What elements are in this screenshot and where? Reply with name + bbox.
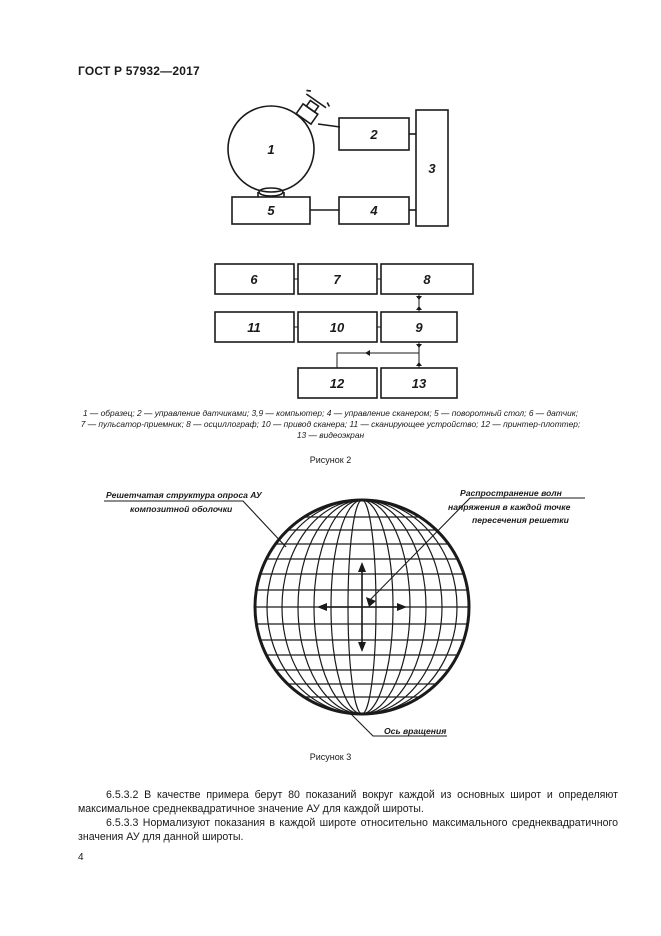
document-header: ГОСТ Р 57932—2017 bbox=[78, 64, 200, 78]
label-rotation-axis: Ось вращения bbox=[384, 726, 447, 736]
label-stress-waves-3: пересечения решетки bbox=[472, 515, 569, 525]
label-7: 7 bbox=[333, 272, 341, 287]
label-stress-waves-1: Распространение волн bbox=[460, 488, 562, 498]
paragraph-6-5-3-2: 6.5.3.2 В качестве примера берут 80 показаний вокруг каждой из основных широт и определяют максимальное среднеквадратичное значение АУ для каждой широты. bbox=[78, 789, 618, 815]
page-number: 4 bbox=[78, 852, 84, 863]
label-8: 8 bbox=[423, 272, 431, 287]
figure-2-legend-line-2: 7 — пульсатор-приемник; 8 — осциллограф; 10 — привод сканера; 11 — сканирующее устройство; 12 — принтер-плоттер; bbox=[80, 419, 581, 429]
sensor-icon bbox=[292, 89, 330, 127]
label-12: 12 bbox=[329, 376, 345, 391]
label-6: 6 bbox=[250, 272, 258, 287]
figure-2-title: Рисунок 2 bbox=[309, 455, 352, 465]
figure-2-diagram bbox=[0, 0, 661, 400]
figure-2-legend-line-1: 1 — образец; 2 — управление датчиками; 3,9 — компьютер; 4 — управление сканером; 5 — поворотный стол; 6 — датчик; bbox=[82, 408, 579, 418]
figure-3-diagram bbox=[0, 470, 661, 750]
figure-2-legend-line-3: 13 — видеоэкран bbox=[296, 430, 365, 440]
label-10: 10 bbox=[329, 320, 345, 335]
label-1: 1 bbox=[267, 142, 275, 157]
label-13: 13 bbox=[411, 376, 427, 391]
label-11: 11 bbox=[247, 320, 261, 335]
figure-3-title: Рисунок 3 bbox=[309, 752, 352, 762]
label-9: 9 bbox=[415, 320, 423, 335]
label-5: 5 bbox=[267, 203, 275, 218]
label-grid-structure-1: Решетчатая структура опроса АУ bbox=[106, 490, 262, 500]
label-grid-structure-2: композитной оболочки bbox=[130, 504, 233, 514]
label-stress-waves-2: напряжения в каждой точке bbox=[448, 502, 571, 512]
label-2: 2 bbox=[370, 127, 378, 142]
label-4: 4 bbox=[370, 203, 378, 218]
label-3: 3 bbox=[428, 161, 436, 176]
paragraph-6-5-3-3: 6.5.3.3 Нормализуют показания в каждой широте относительно максимального среднеквадратичного значения АУ для данной широты. bbox=[78, 817, 618, 843]
